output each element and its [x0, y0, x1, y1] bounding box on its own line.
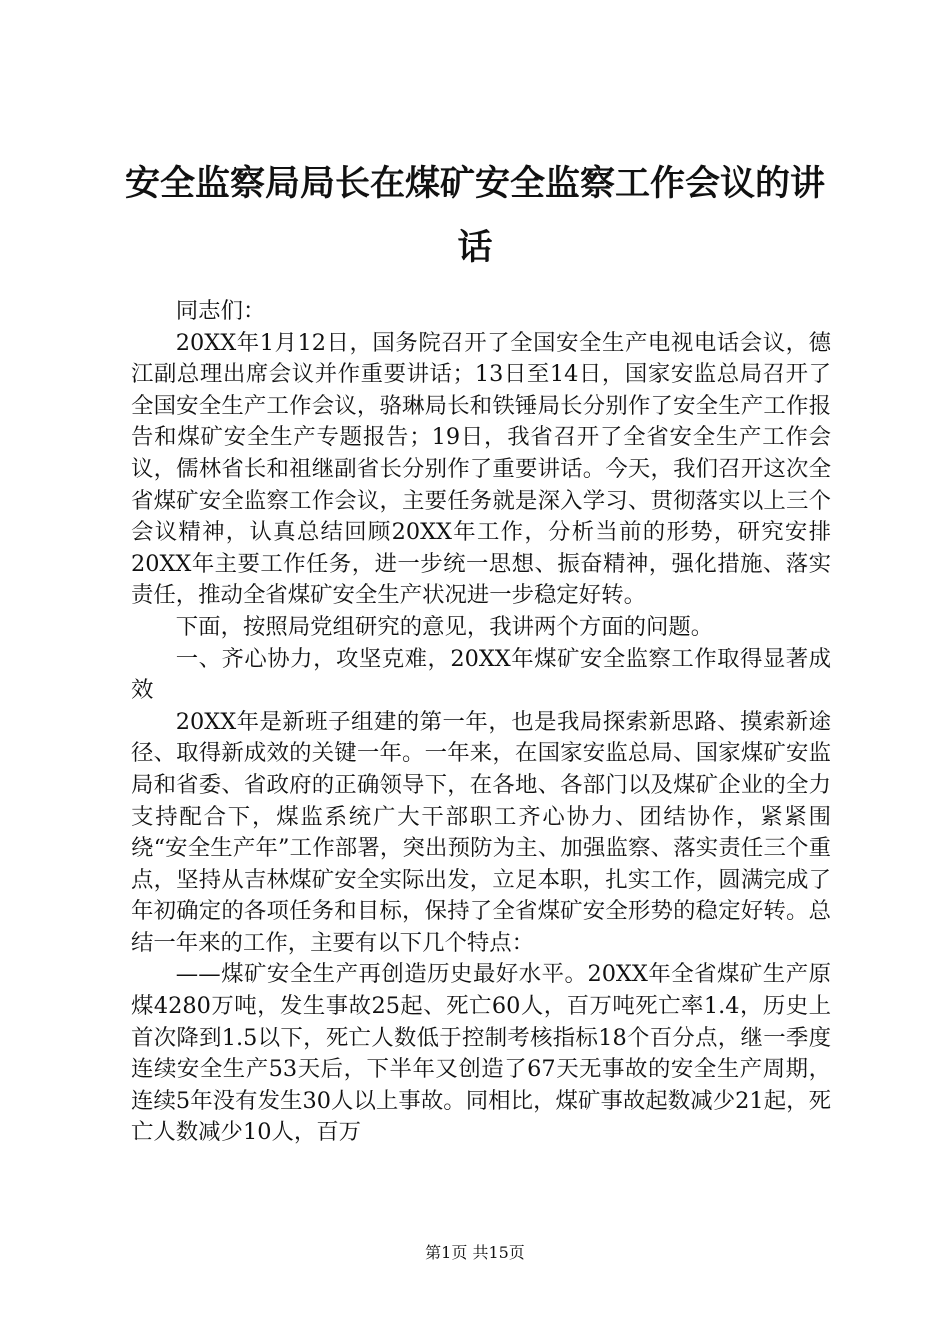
body-paragraph: ——煤矿安全生产再创造历史最好水平。20XX年全省煤矿生产原煤4280万吨，发生事故25起、死亡60人，百万吨死亡率1.4，历史上首次降到1.5以下，死亡人数低于控制考核指标18个百分点，继一季度连续安全生产53天后，下半年又创造了67天无事故的安全生产周期，连续5年没有发生30人以上事故。同相比，煤矿事故起数减少21起，死亡人数减少10人，百万 [131, 961, 831, 1146]
document-body [131, 296, 831, 1149]
section-heading: 一、齐心协力，攻坚克难，20XX年煤矿安全监察工作取得显著成效 [131, 645, 831, 704]
body-paragraph: 20XX年1月12日，国务院召开了全国安全生产电视电话会议，德江副总理出席会议并作重要讲话；13日至14日，国家安监总局召开了全国安全生产工作会议，骆琳局长和铁锤局长分别作了安全生产工作报告和煤矿安全生产专题报告；19日，我省召开了全省安全生产工作会议，儒林省长和祖继副省长分别作了重要讲话。今天，我们召开这次全省煤矿安全监察工作会议，主要任务就是深入学习、贯彻落实以上三个会议精神，认真总结回顾20XX年工作，分析当前的形势，研究安排20XX年主要工作任务，进一步统一思想、振奋精神，强化措施、落实责任，推动全省煤矿安全生产状况进一步稳定好转。 [131, 329, 831, 609]
body-paragraph: 20XX年是新班子组建的第一年，也是我局探索新思路、摸索新途径、取得新成效的关键一年。一年来，在国家安监总局、国家煤矿安监局和省委、省政府的正确领导下，在各地、各部门以及煤矿企业的全力支持配合下，煤监系统广大干部职工齐心协力、团结协作，紧紧围绕“安全生产年”工作部署，突出预防为主、加强监察、落实责任三个重点，坚持从吉林煤矿安全实际出发，立足本职，扎实工作，圆满完成了年初确定的各项任务和目标，保持了全省煤矿安全形势的稳定好转。总结一年来的工作，主要有以下几个特点： [131, 708, 831, 956]
document-title: 安全监察局局长在煤矿安全监察工作会议的讲话 [124, 163, 825, 268]
salutation-paragraph: 同志们： [175, 298, 266, 324]
body-paragraph: 下面，按照局党组研究的意见，我讲两个方面的问题。 [175, 613, 714, 640]
page-footer: 第1页 共15页 [425, 1243, 525, 1262]
